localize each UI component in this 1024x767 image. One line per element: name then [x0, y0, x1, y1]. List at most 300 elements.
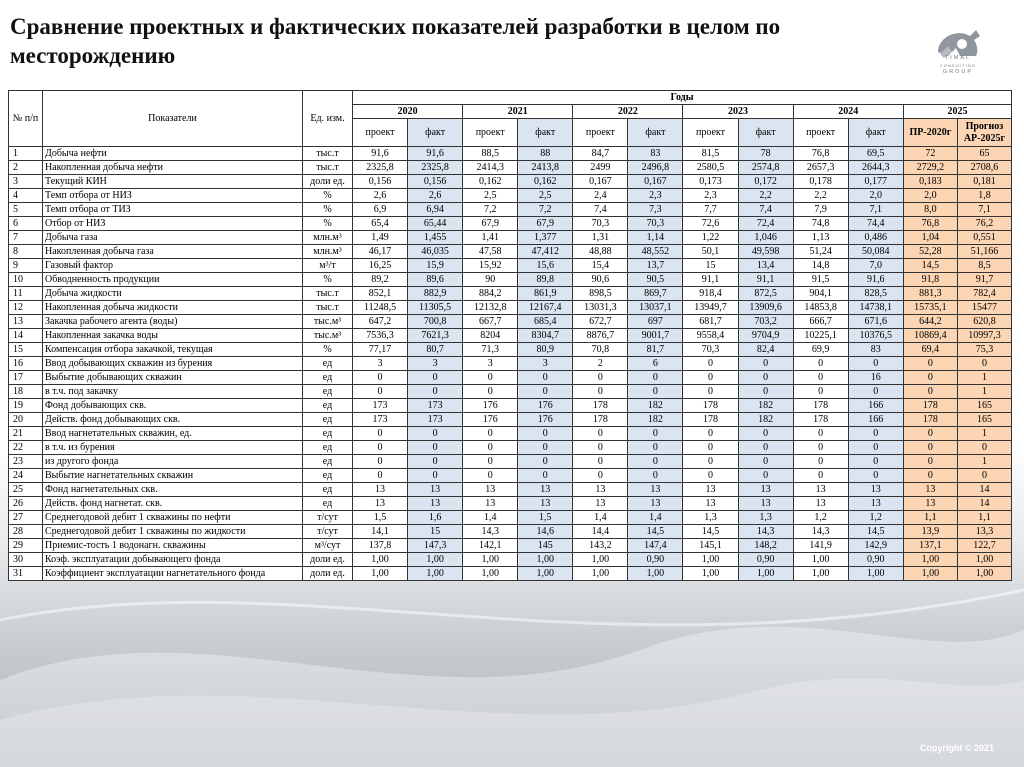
row-number: 8 [9, 245, 43, 259]
project-cell: 2414,3 [463, 161, 518, 175]
forecast-cell: 881,3 [903, 287, 957, 301]
project-cell: 89,2 [353, 273, 408, 287]
indicator-name: Отбор от НИЗ [43, 217, 303, 231]
project-cell: 1,13 [793, 231, 848, 245]
indicator-name: Действ. фонд нагнетат. скв. [43, 497, 303, 511]
forecast-cell: 2729,2 [903, 161, 957, 175]
forecast-cell: 1,00 [903, 567, 957, 581]
fact-cell: 0 [628, 455, 683, 469]
unit-cell: м³/т [303, 259, 353, 273]
project-cell: 178 [683, 413, 738, 427]
fact-cell: 7,2 [518, 203, 573, 217]
indicator-name: Добыча газа [43, 231, 303, 245]
project-cell: 0 [683, 455, 738, 469]
fact-cell: 7,3 [628, 203, 683, 217]
fact-cell: 1,6 [408, 511, 463, 525]
fact-cell: 173 [408, 413, 463, 427]
indicator-name: Среднегодовой дебит 1 скважины по жидкости [43, 525, 303, 539]
table-row [9, 525, 1012, 539]
fact-cell: 1,00 [518, 567, 573, 581]
row-number: 2 [9, 161, 43, 175]
table-row [9, 329, 1012, 343]
row-number: 28 [9, 525, 43, 539]
header-unit: Ед. изм. [303, 91, 353, 147]
fact-cell: 148,2 [738, 539, 793, 553]
fact-cell: 0 [738, 385, 793, 399]
table-row [9, 553, 1012, 567]
project-cell: 0 [683, 441, 738, 455]
row-number: 10 [9, 273, 43, 287]
fact-cell: 7621,3 [408, 329, 463, 343]
project-cell: 0 [353, 385, 408, 399]
project-cell: 3 [463, 357, 518, 371]
logo-line-3: GROUP [942, 69, 974, 75]
project-cell: 0 [353, 469, 408, 483]
fact-cell: 7,1 [848, 203, 903, 217]
fact-cell: 1,377 [518, 231, 573, 245]
fact-cell: 0 [738, 441, 793, 455]
fact-cell: 12167,4 [518, 301, 573, 315]
project-cell: 852,1 [353, 287, 408, 301]
unit-cell: ед [303, 413, 353, 427]
project-cell: 70,8 [573, 343, 628, 357]
forecast-cell: 13,9 [903, 525, 957, 539]
fact-cell: 0,90 [628, 553, 683, 567]
fact-cell: 0,177 [848, 175, 903, 189]
project-cell: 13 [463, 483, 518, 497]
fact-cell: 80,9 [518, 343, 573, 357]
forecast-cell: 91,7 [957, 273, 1011, 287]
header-fact: факт [738, 119, 793, 147]
table-row [9, 567, 1012, 581]
header-project: проект [463, 119, 518, 147]
fact-cell: 0 [518, 385, 573, 399]
forecast-cell: 122,7 [957, 539, 1011, 553]
fact-cell: 69,5 [848, 147, 903, 161]
table-row [9, 245, 1012, 259]
indicator-name: Текущий КИН [43, 175, 303, 189]
project-cell: 0 [793, 469, 848, 483]
project-cell: 81,5 [683, 147, 738, 161]
project-cell: 7,7 [683, 203, 738, 217]
project-cell: 178 [683, 399, 738, 413]
fact-cell: 1,046 [738, 231, 793, 245]
indicator-name: Ввод добывающих скважин из бурения [43, 357, 303, 371]
project-cell: 13 [353, 483, 408, 497]
fact-cell: 1,5 [518, 511, 573, 525]
row-number: 23 [9, 455, 43, 469]
project-cell: 3 [353, 357, 408, 371]
project-cell: 7,4 [573, 203, 628, 217]
project-cell: 9558,4 [683, 329, 738, 343]
background-wave [0, 560, 1024, 767]
project-cell: 2657,3 [793, 161, 848, 175]
row-number: 15 [9, 343, 43, 357]
project-cell: 13 [683, 497, 738, 511]
indicator-name: Темп отбора от НИЗ [43, 189, 303, 203]
forecast-cell: 75,3 [957, 343, 1011, 357]
forecast-cell: 10869,4 [903, 329, 957, 343]
fact-cell: 0,162 [518, 175, 573, 189]
fact-cell: 2644,3 [848, 161, 903, 175]
project-cell: 884,2 [463, 287, 518, 301]
fact-cell: 15,9 [408, 259, 463, 273]
header-project: проект [683, 119, 738, 147]
project-cell: 1,00 [683, 553, 738, 567]
unit-cell: ед [303, 483, 353, 497]
fact-cell: 0 [408, 427, 463, 441]
project-cell: 0,156 [353, 175, 408, 189]
project-cell: 0,167 [573, 175, 628, 189]
fact-cell: 0 [738, 469, 793, 483]
project-cell: 91,6 [353, 147, 408, 161]
indicator-name: Фонд добывающих скв. [43, 399, 303, 413]
fact-cell: 703,2 [738, 315, 793, 329]
table-row [9, 217, 1012, 231]
fact-cell: 0 [848, 357, 903, 371]
forecast-cell: 1,00 [903, 553, 957, 567]
copyright: Copyright © 2021 [919, 743, 994, 753]
fact-cell: 0 [518, 455, 573, 469]
project-cell: 0 [573, 441, 628, 455]
forecast-cell: 15477 [957, 301, 1011, 315]
table-row [9, 259, 1012, 273]
table-row [9, 385, 1012, 399]
project-cell: 15,4 [573, 259, 628, 273]
project-cell: 1,22 [683, 231, 738, 245]
project-cell: 7536,3 [353, 329, 408, 343]
forecast-cell: 10997,3 [957, 329, 1011, 343]
fact-cell: 8304,7 [518, 329, 573, 343]
project-cell: 0 [683, 357, 738, 371]
indicator-name: Компенсация отбора закачкой, текущая [43, 343, 303, 357]
unit-cell: ед [303, 469, 353, 483]
fact-cell: 145 [518, 539, 573, 553]
project-cell: 16,25 [353, 259, 408, 273]
fact-cell: 685,4 [518, 315, 573, 329]
fact-cell: 13 [738, 497, 793, 511]
indicator-name: Накопленная добыча нефти [43, 161, 303, 175]
fact-cell: 2413,8 [518, 161, 573, 175]
project-cell: 178 [573, 399, 628, 413]
fact-cell: 6,94 [408, 203, 463, 217]
fact-cell: 0 [848, 469, 903, 483]
fact-cell: 0,486 [848, 231, 903, 245]
project-cell: 13 [683, 483, 738, 497]
indicator-name: Коэффициент эксплуатации нагнетательного фонда [43, 567, 303, 581]
fact-cell: 0 [628, 385, 683, 399]
project-cell: 65,4 [353, 217, 408, 231]
fact-cell: 182 [738, 399, 793, 413]
fact-cell: 2,5 [518, 189, 573, 203]
header-year-2023: 2023 [683, 105, 793, 119]
indicator-name: Темп отбора от ТИЗ [43, 203, 303, 217]
table-row [9, 399, 1012, 413]
project-cell: 176 [463, 413, 518, 427]
fact-cell: 0 [408, 455, 463, 469]
forecast-cell: 165 [957, 413, 1011, 427]
fact-cell: 1,14 [628, 231, 683, 245]
project-cell: 14,5 [683, 525, 738, 539]
fact-cell: 74,4 [848, 217, 903, 231]
indicator-name: Выбытие добывающих скважин [43, 371, 303, 385]
indicator-name: Добыча нефти [43, 147, 303, 161]
project-cell: 1,31 [573, 231, 628, 245]
table-row [9, 301, 1012, 315]
fact-cell: 176 [518, 399, 573, 413]
forecast-cell: 91,8 [903, 273, 957, 287]
forecast-cell: 1 [957, 455, 1011, 469]
fact-cell: 2,2 [738, 189, 793, 203]
row-number: 21 [9, 427, 43, 441]
fact-cell: 0 [738, 427, 793, 441]
project-cell: 2,2 [793, 189, 848, 203]
fact-cell: 16 [848, 371, 903, 385]
fact-cell: 91,6 [848, 273, 903, 287]
forecast-cell: 1 [957, 427, 1011, 441]
fact-cell: 0 [518, 469, 573, 483]
fact-cell: 0 [408, 385, 463, 399]
unit-cell: млн.м³ [303, 231, 353, 245]
table-row [9, 455, 1012, 469]
fact-cell: 2,6 [408, 189, 463, 203]
project-cell: 2,6 [353, 189, 408, 203]
project-cell: 7,9 [793, 203, 848, 217]
fact-cell: 49,598 [738, 245, 793, 259]
project-cell: 88,5 [463, 147, 518, 161]
row-number: 13 [9, 315, 43, 329]
project-cell: 0 [683, 427, 738, 441]
forecast-cell: 0,551 [957, 231, 1011, 245]
project-cell: 0 [573, 455, 628, 469]
fact-cell: 91,1 [738, 273, 793, 287]
project-cell: 1,00 [793, 567, 848, 581]
unit-cell: млн.м³ [303, 245, 353, 259]
fact-cell: 15,6 [518, 259, 573, 273]
project-cell: 1,4 [463, 511, 518, 525]
row-number: 7 [9, 231, 43, 245]
fact-cell: 0 [518, 427, 573, 441]
indicator-name: Накопленная закачка воды [43, 329, 303, 343]
project-cell: 0 [683, 469, 738, 483]
page-title: Сравнение проектных и фактических показателей разработки в целом по месторождению [10, 14, 781, 68]
project-cell: 0,173 [683, 175, 738, 189]
fact-cell: 3 [518, 357, 573, 371]
table-row [9, 287, 1012, 301]
project-cell: 14,3 [793, 525, 848, 539]
forecast-cell: 1,00 [957, 553, 1011, 567]
table-row [9, 441, 1012, 455]
fact-cell: 872,5 [738, 287, 793, 301]
unit-cell: ед [303, 371, 353, 385]
forecast-cell: 7,1 [957, 203, 1011, 217]
fact-cell: 700,8 [408, 315, 463, 329]
table-row [9, 147, 1012, 161]
header-fact: факт [518, 119, 573, 147]
indicator-name: Действ. фонд добывающих скв. [43, 413, 303, 427]
project-cell: 8876,7 [573, 329, 628, 343]
fact-cell: 147,3 [408, 539, 463, 553]
table-row [9, 273, 1012, 287]
forecast-cell: 0 [957, 441, 1011, 455]
project-cell: 14853,8 [793, 301, 848, 315]
header-indicator: Показатели [43, 91, 303, 147]
row-number: 29 [9, 539, 43, 553]
project-cell: 0,178 [793, 175, 848, 189]
project-cell: 13031,3 [573, 301, 628, 315]
forecast-cell: 0 [957, 357, 1011, 371]
fact-cell: 13 [518, 483, 573, 497]
fact-cell: 9704,9 [738, 329, 793, 343]
unit-cell: ед [303, 455, 353, 469]
project-cell: 11248,5 [353, 301, 408, 315]
row-number: 17 [9, 371, 43, 385]
fact-cell: 882,9 [408, 287, 463, 301]
unit-cell: т/сут [303, 511, 353, 525]
project-cell: 918,4 [683, 287, 738, 301]
project-cell: 1,00 [463, 553, 518, 567]
fact-cell: 14,5 [848, 525, 903, 539]
fact-cell: 9001,7 [628, 329, 683, 343]
forecast-cell: 0 [903, 469, 957, 483]
indicator-name: Ввод нагнетательных скважин, ед. [43, 427, 303, 441]
fact-cell: 13 [848, 483, 903, 497]
project-cell: 0 [793, 441, 848, 455]
fact-cell: 1,00 [518, 553, 573, 567]
forecast-cell: 1,8 [957, 189, 1011, 203]
fact-cell: 14,6 [518, 525, 573, 539]
fact-cell: 1,00 [408, 567, 463, 581]
unit-cell: тыс.т [303, 301, 353, 315]
project-cell: 71,3 [463, 343, 518, 357]
fact-cell: 1,00 [628, 567, 683, 581]
unit-cell: т/сут [303, 525, 353, 539]
fact-cell: 0 [628, 441, 683, 455]
project-cell: 0 [793, 455, 848, 469]
fact-cell: 15 [408, 525, 463, 539]
fact-cell: 7,0 [848, 259, 903, 273]
fact-cell: 65,44 [408, 217, 463, 231]
row-number: 3 [9, 175, 43, 189]
fact-cell: 83 [628, 147, 683, 161]
fact-cell: 0 [628, 469, 683, 483]
project-cell: 6,9 [353, 203, 408, 217]
project-cell: 0 [353, 455, 408, 469]
unit-cell: тыс.т [303, 147, 353, 161]
fact-cell: 80,7 [408, 343, 463, 357]
project-cell: 13 [793, 483, 848, 497]
table-row [9, 427, 1012, 441]
fact-cell: 869,7 [628, 287, 683, 301]
header-project: проект [353, 119, 408, 147]
fact-cell: 0,167 [628, 175, 683, 189]
project-cell: 1,2 [793, 511, 848, 525]
forecast-cell: 0 [903, 371, 957, 385]
forecast-cell: 644,2 [903, 315, 957, 329]
row-number: 9 [9, 259, 43, 273]
fact-cell: 14,5 [628, 525, 683, 539]
project-cell: 13 [573, 497, 628, 511]
fact-cell: 14738,1 [848, 301, 903, 315]
forecast-cell: 14 [957, 483, 1011, 497]
project-cell: 0 [573, 371, 628, 385]
table-row [9, 343, 1012, 357]
project-cell: 0 [573, 427, 628, 441]
indicator-name: Накопленная добыча жидкости [43, 301, 303, 315]
row-number: 24 [9, 469, 43, 483]
table-row [9, 315, 1012, 329]
project-cell: 0 [463, 427, 518, 441]
forecast-cell: 0 [957, 469, 1011, 483]
project-cell: 14,8 [793, 259, 848, 273]
fact-cell: 13 [408, 497, 463, 511]
project-cell: 72,6 [683, 217, 738, 231]
indicator-name: Выбытие нагнетательных скважин [43, 469, 303, 483]
project-cell: 2499 [573, 161, 628, 175]
fact-cell: 11305,5 [408, 301, 463, 315]
table-row [9, 511, 1012, 525]
project-cell: 0 [793, 427, 848, 441]
fact-cell: 90,5 [628, 273, 683, 287]
project-cell: 0 [353, 441, 408, 455]
header-num: № п/п [9, 91, 43, 147]
indicator-name: из другого фонда [43, 455, 303, 469]
project-cell: 91,1 [683, 273, 738, 287]
project-cell: 76,8 [793, 147, 848, 161]
project-cell: 91,5 [793, 273, 848, 287]
header-fact: факт [628, 119, 683, 147]
project-cell: 8204 [463, 329, 518, 343]
project-cell: 0 [463, 371, 518, 385]
unit-cell: тыс.м³ [303, 329, 353, 343]
project-cell: 70,3 [573, 217, 628, 231]
fact-cell: 3 [408, 357, 463, 371]
project-cell: 143,2 [573, 539, 628, 553]
project-cell: 90 [463, 273, 518, 287]
fact-cell: 2574,8 [738, 161, 793, 175]
project-cell: 67,9 [463, 217, 518, 231]
forecast-cell: 13 [903, 497, 957, 511]
fact-cell: 0 [738, 371, 793, 385]
project-cell: 0 [573, 385, 628, 399]
project-cell: 1,00 [573, 553, 628, 567]
fact-cell: 182 [738, 413, 793, 427]
project-cell: 70,3 [683, 343, 738, 357]
fact-cell: 0,90 [848, 553, 903, 567]
project-cell: 145,1 [683, 539, 738, 553]
fact-cell: 0 [518, 371, 573, 385]
indicator-name: в т.ч. из бурения [43, 441, 303, 455]
project-cell: 1,00 [463, 567, 518, 581]
fact-cell: 13 [518, 497, 573, 511]
project-cell: 14,1 [353, 525, 408, 539]
forecast-cell: 13 [903, 483, 957, 497]
header-fact: факт [848, 119, 903, 147]
table-row [9, 175, 1012, 189]
row-number: 16 [9, 357, 43, 371]
project-cell: 0 [683, 385, 738, 399]
fact-cell: 82,4 [738, 343, 793, 357]
forecast-cell: 178 [903, 413, 957, 427]
forecast-cell: 0 [903, 441, 957, 455]
forecast-cell: 14,5 [903, 259, 957, 273]
project-cell: 13 [573, 483, 628, 497]
row-number: 20 [9, 413, 43, 427]
project-cell: 173 [353, 413, 408, 427]
indicator-name: в т.ч. под закачку [43, 385, 303, 399]
forecast-cell: 1,1 [903, 511, 957, 525]
forecast-cell: 0,181 [957, 175, 1011, 189]
